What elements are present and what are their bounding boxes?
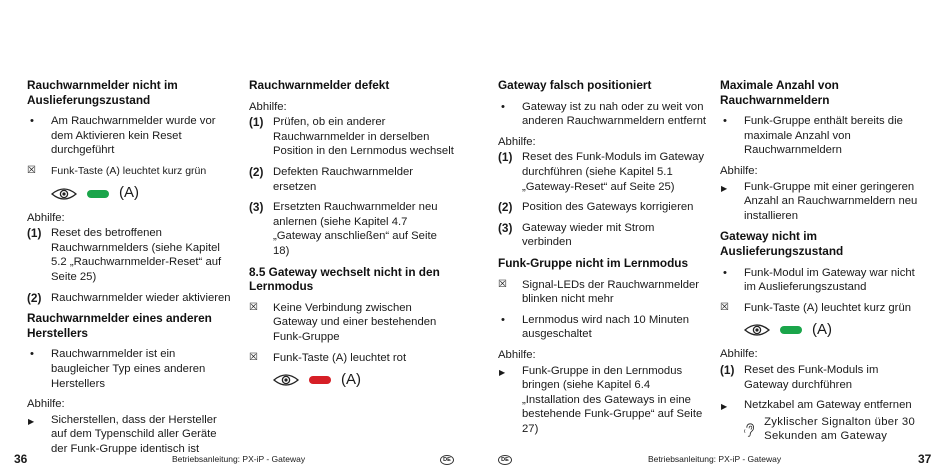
heading-group-not-learning: Funk-Gruppe nicht im Lernmodus <box>498 255 689 270</box>
ear-icon <box>744 417 754 443</box>
list-item: (1) Reset des Funk-Moduls im Gateway durchführen <box>720 362 879 391</box>
heading-wrong-position: Gateway falsch positioniert <box>498 78 652 92</box>
bullet-icon: • <box>723 115 727 128</box>
heading-other-manufacturer: Rauchwarnmelder eines anderen Herstellers <box>27 311 212 340</box>
abhilfe-label: Abhilfe: <box>720 164 758 177</box>
column-4 <box>720 78 920 444</box>
list-item: • Lernmodus wird nach 10 Minuten ausgeschaltet <box>501 313 690 341</box>
checkbox-x-icon: ☒ <box>498 278 507 290</box>
green-led-icon <box>87 190 109 198</box>
sound-signal <box>744 415 920 444</box>
list-item: ☒ Keine Verbindung zwischen Gateway und einer bestehenden Funk-Gruppe <box>249 301 437 343</box>
list-item: ☒ Funk-Taste (A) leuchtet kurz grün <box>27 164 207 177</box>
footer-title-right: Betriebsanleitung: PX-iP - Gateway <box>648 454 782 464</box>
list-item: • Gateway ist zu nah oder zu weit von anderen Rauchwarnmeldern entfernt <box>501 100 706 128</box>
list-item: ▶ Netzkabel am Gateway entfernen <box>720 398 920 413</box>
checkbox-x-icon: ☒ <box>249 301 258 313</box>
indicator-label: (A) <box>119 184 139 202</box>
indicator-label: (A) <box>341 370 361 388</box>
green-led-icon <box>780 326 802 334</box>
eye-icon <box>273 372 299 388</box>
bullet-icon: • <box>30 115 34 128</box>
red-led-icon <box>309 376 331 384</box>
abhilfe-label: Abhilfe: <box>249 100 287 113</box>
abhilfe-label: Abhilfe: <box>498 348 536 361</box>
list-item: (2) Defekten Rauchwarnmelder ersetzen <box>249 164 414 193</box>
abhilfe-label: Abhilfe: <box>720 348 758 361</box>
list-item: (1) Reset des Funk-Moduls im Gateway durchführen (siehe Kapitel 5.1 „Gateway-Reset“ auf Seite 25) <box>498 150 705 193</box>
footer-title-left: Betriebsanleitung: PX-iP - Gateway <box>172 454 306 464</box>
list-item: (3) Ersetzten Rauchwarnmelder neu anlernen (siehe Kapitel 4.7 „Gateway anschließen“ auf Seite 18) <box>249 200 438 257</box>
indicator-label: (A) <box>812 321 832 339</box>
led-indicator-red <box>273 371 455 389</box>
eye-icon <box>744 322 770 338</box>
column-3 <box>498 78 706 442</box>
list-item: (2) Rauchwarnmelder wieder aktivieren <box>27 290 231 305</box>
abhilfe-label: Abhilfe: <box>27 211 65 224</box>
list-item: ☒ Funk-Taste (A) leuchtet rot <box>249 351 407 364</box>
heading-defective: Rauchwarnmelder defekt <box>249 78 390 92</box>
triangle-bullet-icon: ▶ <box>28 416 35 426</box>
abhilfe-label: Abhilfe: <box>498 135 536 148</box>
language-flag-icon: DE <box>440 455 454 465</box>
triangle-bullet-icon: ▶ <box>721 402 728 412</box>
triangle-bullet-icon: ▶ <box>721 183 728 193</box>
list-item: (3) Gateway wieder mit Strom verbinden <box>498 220 655 249</box>
page-number-left: 36 <box>14 452 28 466</box>
list-item: ▶ Funk-Gruppe mit einer geringeren Anzahl an Rauchwarnmeldern neu installieren <box>721 180 918 222</box>
page-number-right: 37 <box>918 452 932 466</box>
heading-gateway-not-factory: Gateway nicht im Auslieferungszustand <box>720 229 844 258</box>
list-item: (1) Reset des betroffenen Rauchwarnmelders (siehe Kapitel 5.2 „Rauchwarnmelder-Reset“ auf Seite 25) <box>27 226 222 283</box>
list-item: • Funk-Gruppe enthält bereits die maximale Anzahl von Rauchwarnmeldern <box>723 115 903 157</box>
column-1 <box>27 78 235 462</box>
checkbox-x-icon: ☒ <box>27 164 36 176</box>
sound-text: Zyklischer Signalton über 30 Sekunden am Gateway <box>764 415 916 443</box>
heading-max-count: Maximale Anzahl von Rauchwarnmeldern <box>720 78 839 107</box>
bullet-icon: • <box>30 348 34 361</box>
bullet-icon: • <box>501 100 505 113</box>
checkbox-x-icon: ☒ <box>720 301 729 313</box>
led-indicator-green <box>51 185 235 203</box>
bullet-icon: • <box>501 313 505 326</box>
list-item: ▶ Funk-Gruppe in den Lernmodus bringen (siehe Kapitel 6.4 „Installation des Gateways in eine bestehende Funk-Gruppe“ auf Seite 27) <box>499 364 703 435</box>
heading-section-8-5: 8.5 Gateway wechselt nicht in den Lernmodus <box>249 264 440 294</box>
list-item: ☒ Signal-LEDs der Rauchwarnmelder blinken nicht mehr <box>498 278 700 306</box>
abhilfe-label: Abhilfe: <box>27 398 65 411</box>
bullet-icon: • <box>723 266 727 279</box>
triangle-bullet-icon: ▶ <box>499 367 506 377</box>
list-item: (2) Position des Gateways korrigieren <box>498 200 694 215</box>
list-item: ▶ Sicherstellen, dass der Hersteller auf dem Typenschild aller Geräte der Funk-Gruppe identisch ist <box>28 413 217 455</box>
language-flag-icon: DE <box>498 455 512 465</box>
checkbox-x-icon: ☒ <box>249 351 258 363</box>
list-item: • Am Rauchwarnmelder wurde vor dem Aktivieren kein Reset durchgeführt <box>30 115 216 157</box>
list-item: • Funk-Modul im Gateway war nicht im Auslieferungszustand <box>723 266 915 294</box>
eye-icon <box>51 186 77 202</box>
list-item: • Rauchwarnmelder ist ein baugleicher Typ eines anderen Herstellers <box>30 348 206 390</box>
heading-not-factory-state: Rauchwarnmelder nicht im Auslieferungszustand <box>27 78 178 107</box>
list-item: (1) Prüfen, ob ein anderer Rauchwarnmelder in derselben Position in den Lernmodus wechselt <box>249 115 454 158</box>
column-2 <box>249 78 455 397</box>
list-item: ☒ Funk-Taste (A) leuchtet kurz grün <box>720 301 912 314</box>
led-indicator-green <box>744 321 920 339</box>
